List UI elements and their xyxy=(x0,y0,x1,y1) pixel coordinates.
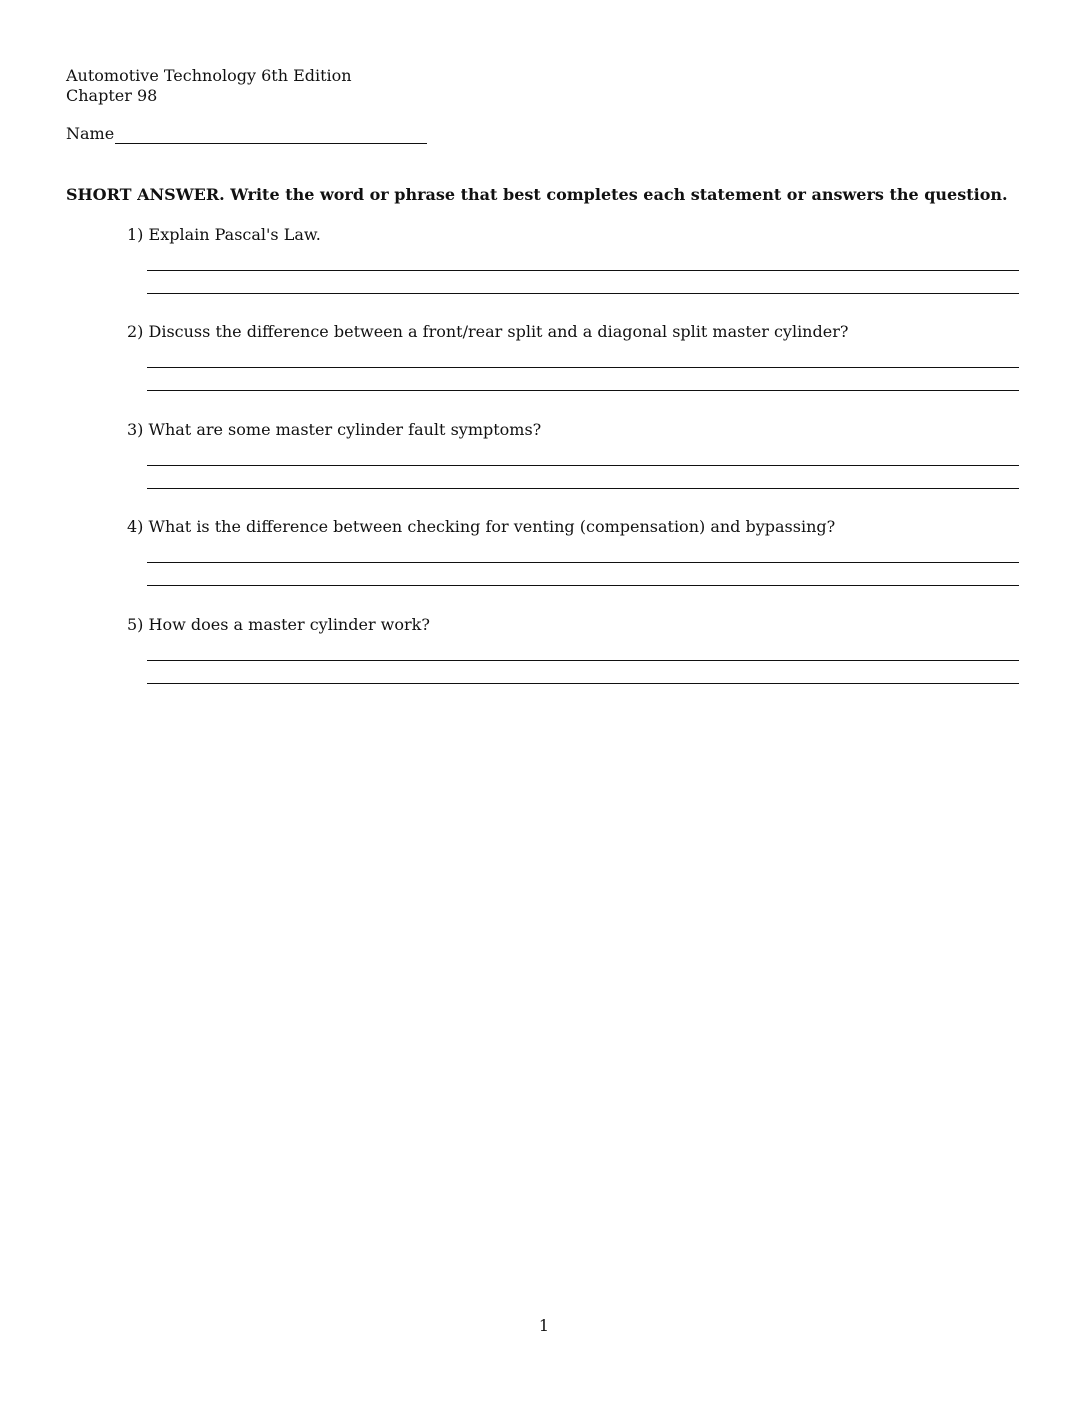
question-1 xyxy=(127,225,1019,245)
chapter-label: Chapter 98 xyxy=(66,86,158,105)
question-5 xyxy=(127,615,1019,635)
answer-line[interactable] xyxy=(147,465,1019,466)
question-5-text: 5) How does a master cylinder work? xyxy=(127,615,430,634)
section-instructions: SHORT ANSWER. Write the word or phrase that best completes each statement or answers the question. xyxy=(66,185,1008,204)
answer-line[interactable] xyxy=(147,488,1019,489)
answer-line[interactable] xyxy=(147,660,1019,661)
question-3 xyxy=(127,420,1019,440)
page-number: 1 xyxy=(538,1316,550,1335)
answer-line[interactable] xyxy=(147,390,1019,391)
question-2-text: 2) Discuss the difference between a front/rear split and a diagonal split master cylinder? xyxy=(127,322,849,341)
answer-line[interactable] xyxy=(147,293,1019,294)
answer-line[interactable] xyxy=(147,562,1019,563)
name-blank-line[interactable] xyxy=(115,125,427,144)
question-4 xyxy=(127,517,1019,537)
answer-line[interactable] xyxy=(147,367,1019,368)
answer-line[interactable] xyxy=(147,270,1019,271)
name-label: Name xyxy=(66,124,115,143)
question-4-text: 4) What is the difference between checking for venting (compensation) and bypassing? xyxy=(127,517,836,536)
book-title: Automotive Technology 6th Edition xyxy=(66,66,352,85)
question-1-text: 1) Explain Pascal's Law. xyxy=(127,225,321,244)
answer-line[interactable] xyxy=(147,683,1019,684)
question-2 xyxy=(127,322,1019,342)
question-3-text: 3) What are some master cylinder fault symptoms? xyxy=(127,420,542,439)
answer-line[interactable] xyxy=(147,585,1019,586)
name-field xyxy=(66,124,427,144)
